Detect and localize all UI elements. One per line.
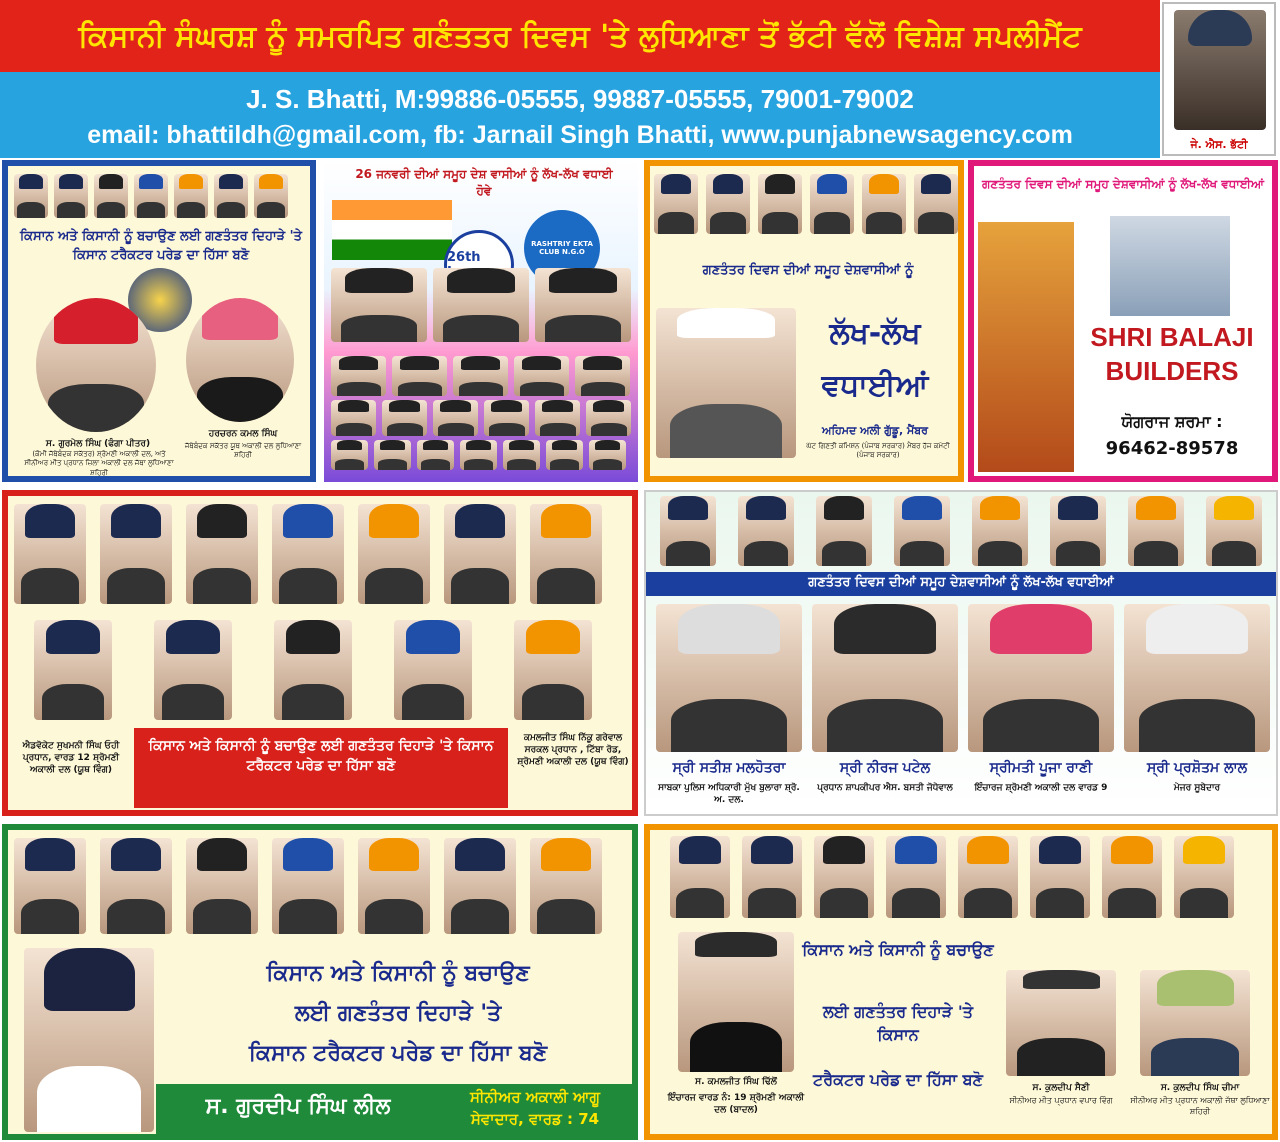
leader-thumbnail [862, 174, 906, 234]
panel7-person-photo [24, 948, 154, 1132]
leader-portrait [530, 504, 602, 604]
contact-web-line: email: bhattildh@gmail.com, fb: Jarnail Singh Bhatti, www.punjabnewsagency.com [87, 121, 1073, 149]
panel5-slogan: ਕਿਸਾਨ ਅਤੇ ਕਿਸਾਨੀ ਨੂੰ ਬਚਾਉਣ ਲਈ ਗਣਤੰਤਰ ਦਿਹਾੜੇ 'ਤੇ ਕਿਸਾਨ ਟਰੈਕਟਰ ਪਰੇਡ ਦਾ ਹਿੱਸਾ ਬਣੋ [148, 738, 494, 775]
leader-portrait [186, 504, 258, 604]
leader-thumbnail [214, 174, 248, 218]
panel6-person-name: ਸ੍ਰੀ ਪ੍ਰਸ਼ੋਤਮ ਲਾਲ [1146, 760, 1248, 776]
panel4-greeting: ਗਣਤੰਤਰ ਦਿਵਸ ਦੀਆਂ ਸਮੂਹ ਦੇਸ਼ਵਾਸੀਆਂ ਨੂੰ ਲੱਖ-ਲੱਖ ਵਧਾਈਆਂ [982, 177, 1264, 191]
panel4-owner: ਯੋਗਰਾਜ ਸ਼ਰਮਾ : [1121, 412, 1223, 431]
panel3-role: ਘੱਟ ਗਿਣਤੀ ਕਮਿਸ਼ਨ (ਪੰਜਾਬ ਸਰਕਾਰ) ਮੈਂਬਰ ਹੱਜ ਕਮੇਟੀ (ਪੰਜਾਬ ਸਰਕਾਰ) [806, 442, 950, 460]
panel1-slogan: ਕਿਸਾਨ ਅਤੇ ਕਿਸਾਨੀ ਨੂੰ ਬਚਾਉਣ ਲਈ ਗਣਤੰਤਰ ਦਿਹਾੜੇ 'ਤੇ ਕਿਸਾਨ ਟਰੈਕਟਰ ਪਰੇਡ ਦਾ ਹਿੱਸਾ ਬਣੋ [20, 229, 302, 263]
panel3-greeting: ਗਣਤੰਤਰ ਦਿਵਸ ਦੀਆਂ ਸਮੂਹ ਦੇਸ਼ਵਾਸੀਆਂ ਨੂੰ [702, 263, 914, 278]
club-member-photo [433, 400, 478, 436]
leader-portrait [814, 836, 874, 918]
club-member-photo [433, 268, 529, 342]
panel2-badge-text: 26th [447, 250, 481, 265]
contact-bar [0, 72, 1160, 158]
panel4-company-line2: BUILDERS [1105, 356, 1239, 386]
officer-portrait [894, 496, 950, 566]
panel8-line2: ਲਈ ਗਣਤੰਤਰ ਦਿਹਾੜੇ 'ਤੇ ਕਿਸਾਨ [822, 1002, 974, 1045]
leader-portrait [1030, 836, 1090, 918]
leader-portrait [530, 838, 602, 934]
ad-panel-2 [324, 160, 638, 482]
club-member-photo [331, 356, 386, 396]
member-portrait [34, 620, 112, 720]
club-member-photo [535, 268, 631, 342]
leader-portrait [358, 838, 430, 934]
panel7-line1: ਕਿਸਾਨ ਅਤੇ ਕਿਸਾਨੀ ਨੂੰ ਬਚਾਉਣ [266, 961, 530, 986]
officer-portrait [816, 496, 872, 566]
panel6-person-name: ਸ੍ਰੀ ਨੀਰਜ ਪਟੇਲ [839, 760, 931, 776]
leader-portrait [14, 838, 86, 934]
panel6-person-role: ਸਾਬਕਾ ਪੁਲਿਸ ਅਧਿਕਾਰੀ ਮੁੱਖ ਬੁਲਾਰਾ ਸ਼੍ਰੋ. ਅ. ਦਲ. [658, 783, 800, 806]
panel6-person-photo [812, 604, 958, 752]
leader-portrait [272, 838, 344, 934]
panel7-role1: ਸੀਨੀਅਰ ਅਕਾਲੀ ਆਗੂ [470, 1088, 600, 1106]
member-portrait [514, 620, 592, 720]
panel3-big1: ਲੱਖ-ਲੱਖ [829, 316, 921, 351]
panel6-person-role: ਪ੍ਰਧਾਨ ਸ਼ਾਪਕੀਪਰ ਐਸ. ਬਸਤੀ ਜੋਧੇਵਾਲ [817, 783, 953, 793]
panel7-name: ਸ. ਗੁਰਦੀਪ ਸਿੰਘ ਲੀਲ [205, 1094, 391, 1119]
officer-portrait [660, 496, 716, 566]
panel8-person1-photo [678, 932, 794, 1072]
club-member-photo [417, 440, 454, 470]
ad-panel-4 [968, 160, 1278, 482]
club-member-photo [503, 440, 540, 470]
panel1-person2-photo [186, 298, 294, 422]
panel6-person-photo [968, 604, 1114, 752]
panel6-person-role: ਮੇਜਰ ਸੂਬੇਦਾਰ [1173, 783, 1221, 793]
leader-thumbnail [54, 174, 88, 218]
club-member-photo [484, 400, 529, 436]
panel3-big2: ਵਧਾਈਆਂ [821, 368, 929, 403]
panel1-person1-name: ਸ. ਗੁਰਮੇਲ ਸਿੰਘ (ਫੰਗਾ ਪੀਤਰ) [45, 439, 151, 449]
club-member-photo [374, 440, 411, 470]
panel1-person2-name: ਹਰਚਰਨ ਕਮਲ ਸਿੰਘ [208, 429, 278, 439]
club-member-photo [546, 440, 583, 470]
panel6-person-photo [656, 604, 802, 752]
supplement-title: ਕਿਸਾਨੀ ਸੰਘਰਸ਼ ਨੂੰ ਸਮਰਪਿਤ ਗਣੰਤਤਰ ਦਿਵਸ 'ਤੇ ਲੁਧਿਆਣਾ ਤੋਂ ਭੱਟੀ ਵੱਲੋਂ ਵਿਸ਼ੇਸ਼ ਸਪਲੀਮੈਂਟ [0, 0, 1160, 72]
officer-portrait [972, 496, 1028, 566]
leader-thumbnail [14, 174, 48, 218]
club-member-photo [514, 356, 569, 396]
ad-panel-7 [2, 824, 638, 1140]
leader-portrait [100, 838, 172, 934]
leader-portrait [14, 504, 86, 604]
club-member-photo [382, 400, 427, 436]
leader-thumbnail [174, 174, 208, 218]
leader-portrait [358, 504, 430, 604]
officer-portrait [1128, 496, 1184, 566]
leader-portrait [886, 836, 946, 918]
building-image [1110, 216, 1230, 316]
club-member-photo [331, 400, 376, 436]
leader-thumbnail [758, 174, 802, 234]
panel8-p1-role: ਇੰਚਾਰਜ ਵਾਰਡ ਨੰ: 19 ਸ਼੍ਰੋਮਣੀ ਅਕਾਲੀ ਦਲ (ਬਾਦਲ) [667, 1093, 805, 1116]
indian-flag [332, 200, 452, 260]
club-member-photo [453, 356, 508, 396]
leader-thumbnail [706, 174, 750, 234]
ad-panel-5 [2, 490, 638, 816]
officer-portrait [1050, 496, 1106, 566]
panel8-person2-photo [1006, 970, 1116, 1076]
leader-thumbnail [810, 174, 854, 234]
club-member-photo [535, 400, 580, 436]
panel4-company-line1: SHRI BALAJI [1090, 322, 1254, 352]
leader-portrait [1174, 836, 1234, 918]
club-member-photo [331, 440, 368, 470]
member-portrait [274, 620, 352, 720]
club-member-photo [586, 400, 631, 436]
panel1-person1-role: (ਕੋਮੀ ਜੱਥੇਬੰਦਕ ਸਕੱਤਰ) ਸ਼੍ਰੋਮਣੀ ਅਕਾਲੀ ਦਲ, ਅਤੇ ਸੀਨੀਅਰ ਮੀਤ ਪ੍ਰਧਾਨ ਜ਼ਿਲਾ ਅਕਾਲੀ ਦਲ ਜੱਥਾ ਲੁਧਿਆਣਾ ਸ਼ਹਿਰੀ [24, 450, 174, 477]
panel6-banner: ਗਣਤੰਤਰ ਦਿਵਸ ਦੀਆਂ ਸਮੂਹ ਦੇਸ਼ਵਾਸੀਆਂ ਨੂੰ ਲੱਖ-ਲੱਖ ਵਧਾਈਆਂ [808, 575, 1114, 590]
panel7-line2: ਲਈ ਗਣਤੰਤਰ ਦਿਹਾੜੇ 'ਤੇ [294, 1001, 502, 1026]
panel6-person-role: ਇੰਚਾਰਜ ਸ਼੍ਰੋਮਣੀ ਅਕਾਲੀ ਦਲ ਵਾਰਡ 9 [974, 783, 1108, 793]
panel6-person-photo [1124, 604, 1270, 752]
panel8-person3-photo [1140, 970, 1250, 1076]
panel7-role2: ਸੇਵਾਦਾਰ, ਵਾਰਡ : 74 [470, 1110, 600, 1128]
leader-thumbnail [654, 174, 698, 234]
leader-thumbnail [914, 174, 958, 234]
leader-thumbnail [254, 174, 288, 218]
panel8-p1-name: ਸ. ਕਮਲਜੀਤ ਸਿੰਘ ਢਿੱਲੋਂ [695, 1077, 777, 1087]
officer-portrait [738, 496, 794, 566]
club-member-photo [331, 268, 427, 342]
panel5-right-caption: ਕਮਲਜੀਤ ਸਿੰਘ ਨਿੱਕੂ ਗਰੇਵਾਲ ਸਰਕਲ ਪ੍ਰਧਾਨ , ਟਿੱਬਾ ਰੋਡ, ਸ਼੍ਰੋਮਣੀ ਅਕਾਲੀ ਦਲ (ਯੂਥ ਵਿੰਗ) [517, 733, 629, 768]
panel6-person-name: ਸ੍ਰੀਮਤੀ ਪੂਜਾ ਰਾਣੀ [989, 760, 1093, 776]
member-portrait [394, 620, 472, 720]
panel4-phone: 96462-89578 [1105, 438, 1239, 459]
leader-portrait [958, 836, 1018, 918]
leader-portrait [186, 838, 258, 934]
ad-panel-6 [644, 490, 1278, 816]
panel8-p3-name: ਸ. ਕੁਲਦੀਪ ਸਿੰਘ ਚੀਮਾ [1160, 1083, 1240, 1093]
officer-portrait [1206, 496, 1262, 566]
club-member-photo [460, 440, 497, 470]
leader-thumbnail [134, 174, 168, 218]
leader-portrait [272, 504, 344, 604]
publisher-photo-caption: ਜੇ. ਐਸ. ਭੱਟੀ [1190, 138, 1248, 151]
panel7-line3: ਕਿਸਾਨ ਟਰੈਕਟਰ ਪਰੇਡ ਦਾ ਹਿੱਸਾ ਬਣੋ [248, 1041, 548, 1066]
balaji-idol-image [978, 222, 1074, 472]
leader-portrait [742, 836, 802, 918]
panel8-p3-role: ਸੀਨੀਅਰ ਮੀਤ ਪ੍ਰਧਾਨ ਅਕਾਲੀ ਜੱਥਾ ਲੁਧਿਆਣਾ ਸ਼ਹਿਰੀ [1130, 1096, 1270, 1116]
club-member-photo [392, 356, 447, 396]
panel8-line1: ਕਿਸਾਨ ਅਤੇ ਕਿਸਾਨੀ ਨੂੰ ਬਚਾਉਣ [802, 940, 994, 959]
panel8-p2-name: ਸ. ਕੁਲਦੀਪ ਸੈਣੀ [1032, 1083, 1090, 1093]
contact-phone-line: J. S. Bhatti, M:99886-05555, 99887-05555, 79001-79002 [246, 84, 914, 114]
club-member-photo [589, 440, 626, 470]
leader-portrait [444, 838, 516, 934]
ad-panel-8 [644, 824, 1278, 1140]
panel8-line3: ਟਰੈਕਟਰ ਪਰੇਡ ਦਾ ਹਿੱਸਾ ਬਣੋ [813, 1070, 983, 1089]
member-portrait [154, 620, 232, 720]
leader-portrait [100, 504, 172, 604]
panel2-greeting: 26 ਜਨਵਰੀ ਦੀਆਂ ਸਮੂਹ ਦੇਸ਼ ਵਾਸੀਆਂ ਨੂੰ ਲੱਖ-ਲੱਖ ਵਧਾਈ ਹੋਵੇ [355, 167, 613, 199]
leader-thumbnail [94, 174, 128, 218]
leader-portrait [1102, 836, 1162, 918]
ad-panel-1 [2, 160, 316, 482]
panel5-left-caption: ਐਡਵੋਕੇਟ ਸੁਖਮਨੀ ਸਿੰਘ ਓਹੀ ਪ੍ਰਧਾਨ, ਵਾਰਡ 12 ਸ਼੍ਰੋਮਣੀ ਅਕਾਲੀ ਦਲ (ਯੂਥ ਵਿੰਗ) [22, 741, 120, 776]
panel3-person-photo [656, 308, 796, 458]
ad-panel-3 [644, 160, 964, 482]
panel1-person2-role: ਜੱਥੇਬੰਦਕ ਸਕੱਤਰ ਯੂਥ ਅਕਾਲੀ ਦਲ ਲੁਧਿਆਣਾ ਸ਼ਹਿਰੀ [184, 442, 302, 460]
club-logo-text: RASHTRIY EKTA CLUB N.G.O [531, 240, 593, 256]
leader-portrait [670, 836, 730, 918]
club-member-photo [575, 356, 630, 396]
panel6-person-name: ਸ੍ਰੀ ਸਤੀਸ਼ ਮਲਹੋਤਰਾ [672, 760, 786, 776]
panel3-name: ਅਹਿਮਦ ਅਲੀ ਗੁੱਡੂ, ਮੈਂਬਰ [822, 424, 928, 437]
panel8-p2-role: ਸੀਨੀਅਰ ਮੀਤ ਪ੍ਰਧਾਨ ਵਪਾਰ ਵਿੰਗ [1009, 1096, 1113, 1105]
panel1-person1-photo [36, 298, 156, 432]
publisher-photo [1162, 2, 1276, 156]
leader-portrait [444, 504, 516, 604]
